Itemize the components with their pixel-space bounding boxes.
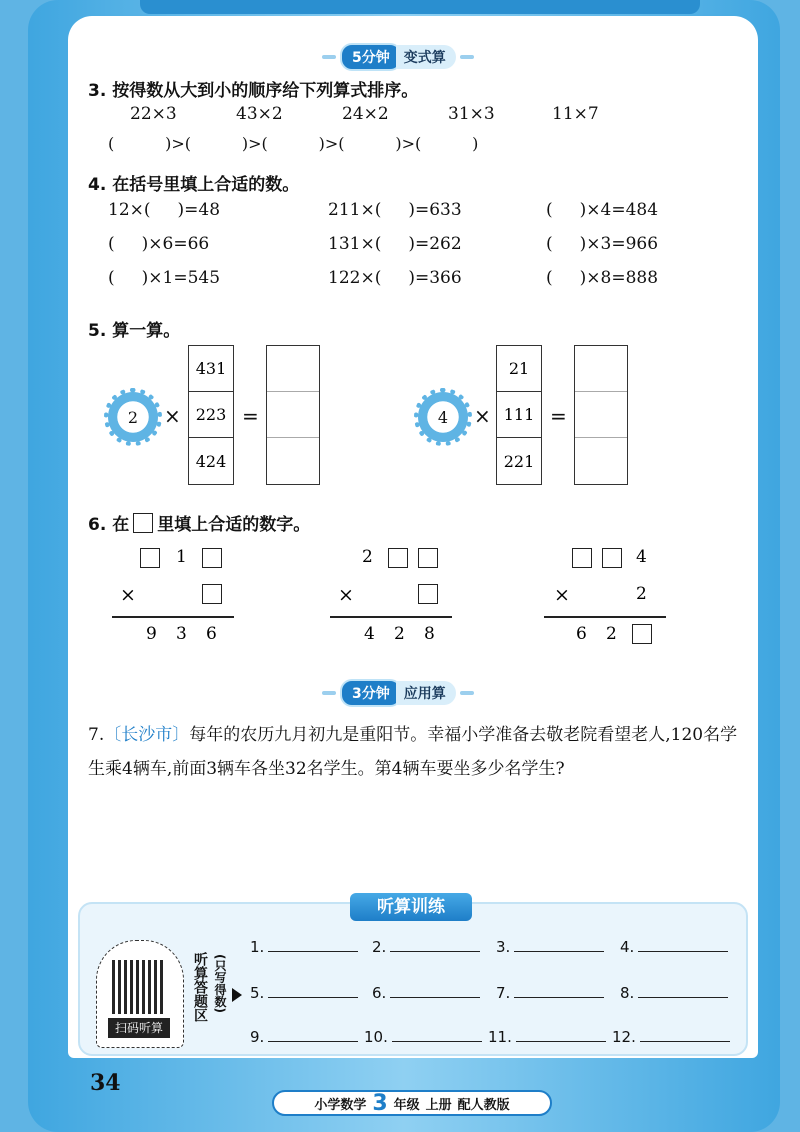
- equals-sign: =: [242, 404, 259, 428]
- result-digit: 2: [394, 624, 405, 644]
- listening-title: 听算训练: [350, 893, 472, 921]
- section-minutes: 3分钟: [340, 679, 402, 707]
- times-sign: ×: [474, 404, 491, 428]
- q3-item: 24×2: [342, 104, 389, 124]
- answer-slot[interactable]: [488, 1028, 606, 1046]
- footer-term: 上册: [425, 1097, 452, 1113]
- result-digit: 3: [176, 624, 187, 644]
- answer-slot[interactable]: [250, 984, 358, 1002]
- q4-eq[interactable]: ( )×4=484: [546, 200, 659, 220]
- footer-book-info: [272, 1090, 552, 1116]
- q3-title: 3. 按得数从大到小的顺序给下列算式排序。: [88, 81, 419, 101]
- answer-number: 3.: [496, 938, 511, 956]
- q4-eq[interactable]: ( )×6=66: [108, 234, 210, 254]
- result-digit: 9: [146, 624, 157, 644]
- result-digit: 2: [606, 624, 617, 644]
- q7-region-tag: 〔长沙市〕: [104, 725, 190, 745]
- answer-cell[interactable]: [267, 392, 319, 438]
- decor-dash: [322, 691, 336, 695]
- times-sign: ×: [164, 404, 181, 428]
- operand-cell: 111: [497, 392, 541, 438]
- answer-slot[interactable]: [372, 984, 480, 1002]
- digit-box[interactable]: [202, 584, 222, 604]
- q3-item: 43×2: [236, 104, 283, 124]
- answer-number: 12.: [612, 1028, 636, 1046]
- multiplier-gear: [108, 392, 158, 442]
- answer-number: 11.: [488, 1028, 512, 1046]
- answer-number: 4.: [620, 938, 635, 956]
- q7-text: [88, 718, 738, 786]
- answer-line[interactable]: [392, 1028, 482, 1042]
- q4-eq[interactable]: ( )×8=888: [546, 268, 659, 288]
- q3-item: 31×3: [448, 104, 495, 124]
- decor-dash: [460, 55, 474, 59]
- digit-box[interactable]: [418, 548, 438, 568]
- answer-line[interactable]: [268, 984, 358, 998]
- q4-eq[interactable]: 122×( )=366: [328, 268, 462, 288]
- q3-item: 11×7: [552, 104, 599, 124]
- answer-cell[interactable]: [575, 392, 627, 438]
- answer-number: 7.: [496, 984, 511, 1002]
- multiplier-value: 4: [437, 407, 449, 427]
- answer-number: 5.: [250, 984, 265, 1002]
- section-header-2: [318, 680, 478, 706]
- q7-body: 每年的农历九月初九是重阳节。幸福小学准备去敬老院看望老人,120名学生乘4辆车,前面3辆车各坐32名学生。第4辆车要坐多少名学生?: [88, 725, 738, 779]
- answer-slot[interactable]: [496, 984, 604, 1002]
- answer-number: 10.: [364, 1028, 388, 1046]
- answer-column[interactable]: [574, 345, 628, 485]
- result-digit: 6: [576, 624, 587, 644]
- decor-dash: [460, 691, 474, 695]
- answer-line[interactable]: [516, 1028, 606, 1042]
- result-digit: 4: [364, 624, 375, 644]
- digit-box[interactable]: [632, 624, 652, 644]
- answer-cell[interactable]: [267, 438, 319, 484]
- operand-cell: 21: [497, 346, 541, 392]
- digit-box[interactable]: [140, 548, 160, 568]
- q5-title: 5. 算一算。: [88, 321, 181, 341]
- digit: 2: [362, 547, 373, 567]
- answer-number: 1.: [250, 938, 265, 956]
- section-header-1: [318, 44, 478, 70]
- footer-subject: 小学数学: [314, 1097, 367, 1113]
- answer-line[interactable]: [514, 984, 604, 998]
- answer-number: 9.: [250, 1028, 265, 1046]
- operand-cell: 223: [189, 392, 233, 438]
- answer-number: 8.: [620, 984, 635, 1002]
- answer-slot[interactable]: [620, 984, 728, 1002]
- blank-box-icon: [133, 513, 153, 533]
- result-digit: 8: [424, 624, 435, 644]
- answer-slot[interactable]: [250, 1028, 358, 1046]
- digit-box[interactable]: [572, 548, 592, 568]
- answer-line[interactable]: [514, 938, 604, 952]
- header-strip: [140, 0, 700, 14]
- q6-title: [88, 510, 310, 535]
- q7-number: 7.: [88, 725, 105, 745]
- times-sign: ×: [554, 584, 570, 606]
- section-name: 变式算: [396, 45, 456, 69]
- q3-item: 22×3: [130, 104, 177, 124]
- answer-note: (只写得数): [213, 954, 227, 1013]
- q4-eq[interactable]: ( )×1=545: [108, 268, 221, 288]
- answer-line[interactable]: [390, 938, 480, 952]
- section-minutes: 5分钟: [340, 43, 402, 71]
- footer-edition: 配人教版: [457, 1097, 510, 1113]
- qr-label: 扫码听算: [108, 1018, 170, 1038]
- answer-line[interactable]: [390, 984, 480, 998]
- multiplier-value: 2: [127, 407, 139, 427]
- section-name: 应用算: [396, 681, 456, 705]
- answer-slot[interactable]: [612, 1028, 730, 1046]
- q6-title-b: 里填上合适的数字。: [157, 515, 311, 535]
- answer-number: 6.: [372, 984, 387, 1002]
- digit: 4: [636, 547, 647, 567]
- answer-slot[interactable]: [372, 938, 480, 956]
- q4-title: 4. 在括号里填上合适的数。: [88, 175, 300, 195]
- operand-cell: 221: [503, 451, 535, 471]
- q6-title-a: 6. 在: [88, 515, 130, 535]
- answer-slot[interactable]: [620, 938, 728, 956]
- answer-line[interactable]: [268, 1028, 358, 1042]
- answer-line[interactable]: [640, 1028, 730, 1042]
- q4-eq[interactable]: 131×( )=262: [328, 234, 462, 254]
- answer-cell[interactable]: [575, 438, 627, 484]
- rule-line: [544, 616, 666, 618]
- operand-cell: 424: [195, 451, 227, 471]
- answer-slot[interactable]: [364, 1028, 482, 1046]
- rule-line: [330, 616, 452, 618]
- arrow-right-icon: [232, 988, 242, 1002]
- q7-answer-area[interactable]: [88, 830, 738, 890]
- answer-cell[interactable]: [267, 346, 319, 392]
- qr-code-icon[interactable]: [112, 960, 166, 1014]
- digit-box[interactable]: [202, 548, 222, 568]
- answer-slot[interactable]: [496, 938, 604, 956]
- q4-eq[interactable]: ( )×3=966: [546, 234, 659, 254]
- answer-slot[interactable]: [250, 938, 358, 956]
- equals-sign: =: [550, 404, 567, 428]
- times-sign: ×: [338, 584, 354, 606]
- times-sign: ×: [120, 584, 136, 606]
- digit: 2: [636, 584, 647, 604]
- result-digit: 6: [206, 624, 217, 644]
- answer-line[interactable]: [638, 938, 728, 952]
- footer-grade: 3: [372, 1090, 388, 1116]
- answer-cell[interactable]: [575, 346, 627, 392]
- answer-column[interactable]: [266, 345, 320, 485]
- operand-cell: 431: [189, 346, 233, 392]
- answer-area-label: 听算答题区: [192, 952, 208, 1022]
- digit-box[interactable]: [388, 548, 408, 568]
- answer-line[interactable]: [638, 984, 728, 998]
- decor-dash: [322, 55, 336, 59]
- digit-box[interactable]: [418, 584, 438, 604]
- digit-box[interactable]: [602, 548, 622, 568]
- digit: 1: [176, 547, 187, 567]
- q3-order-blanks[interactable]: ( )>( )>( )>( )>( ): [108, 134, 479, 153]
- footer-grade-unit: 年级: [393, 1097, 420, 1113]
- answer-number: 2.: [372, 938, 387, 956]
- q4-eq[interactable]: 12×( )=48: [108, 200, 221, 220]
- answer-line[interactable]: [268, 938, 358, 952]
- page-number: 34: [90, 1070, 121, 1096]
- operand-column: [188, 345, 234, 485]
- rule-line: [112, 616, 234, 618]
- multiplier-gear: [418, 392, 468, 442]
- q4-eq[interactable]: 211×( )=633: [328, 200, 462, 220]
- operand-column: [496, 345, 542, 485]
